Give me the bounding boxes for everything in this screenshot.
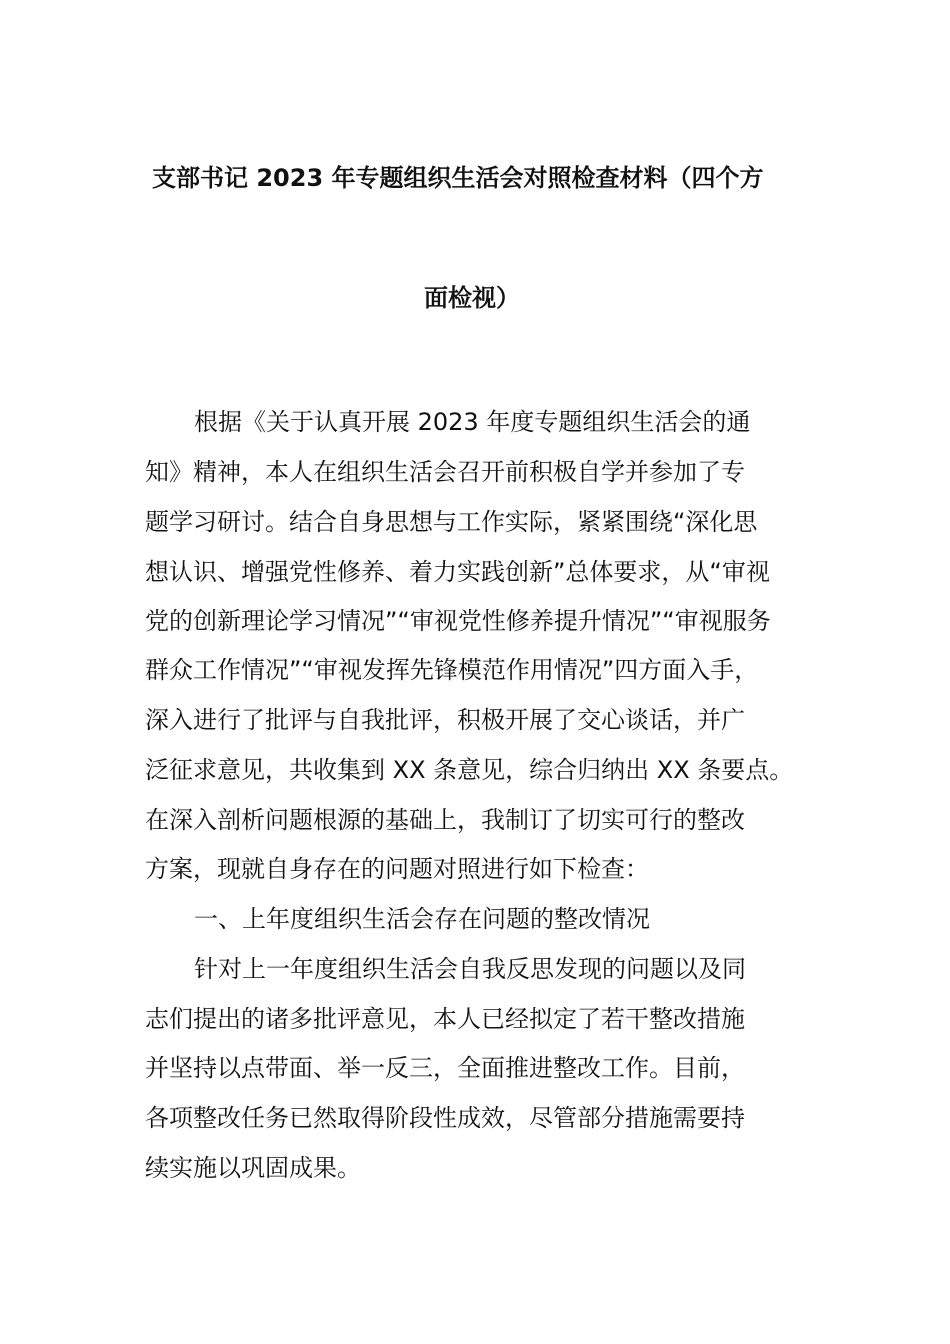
paragraph-line: 党的创新理论学习情况”“审视党性修养提升情况”“审视服务 (145, 607, 771, 635)
paragraph-line: 题学习研讨。结合自身思想与工作实际，紧紧围绕“深化思 (145, 508, 758, 536)
document-title-line-2: 面检视） (424, 284, 520, 312)
paragraph-line: 方案，现就自身存在的问题对照进行如下检查： (145, 855, 649, 883)
paragraph-line: 并坚持以点带面、举一反三，全面推进整改工作。目前， (145, 1054, 745, 1082)
paragraph-line: 志们提出的诸多批评意见，本人已经拟定了若干整改措施 (145, 1005, 745, 1033)
section-heading: 一、上年度组织生活会存在问题的整改情况 (194, 905, 650, 933)
paragraph-line: 想认识、增强党性修养、着力实践创新”总体要求，从“审视 (145, 558, 770, 586)
paragraph-line: 泛征求意见，共收集到 XX 条意见，综合归纳出 XX 条要点。 (145, 756, 794, 784)
paragraph-line: 深入进行了批评与自我批评，积极开展了交心谈话，并广 (145, 706, 745, 734)
paragraph-line: 续实施以巩固成果。 (145, 1154, 361, 1182)
paragraph-line: 知》精神，本人在组织生活会召开前积极自学并参加了专 (145, 458, 745, 486)
paragraph-line: 各项整改任务已然取得阶段性成效，尽管部分措施需要持 (145, 1104, 745, 1132)
paragraph-line: 根据《关于认真开展 2023 年度专题组织生活会的通 (194, 408, 751, 436)
paragraph-line: 群众工作情况”“审视发挥先锋模范作用情况”四方面入手， (145, 656, 759, 684)
document-title-line-1: 支部书记 2023 年专题组织生活会对照检查材料（四个方 (152, 164, 764, 192)
paragraph-line: 在深入剖析问题根源的基础上，我制订了切实可行的整改 (145, 806, 745, 834)
paragraph-line: 针对上一年度组织生活会自我反思发现的问题以及同 (194, 955, 746, 983)
